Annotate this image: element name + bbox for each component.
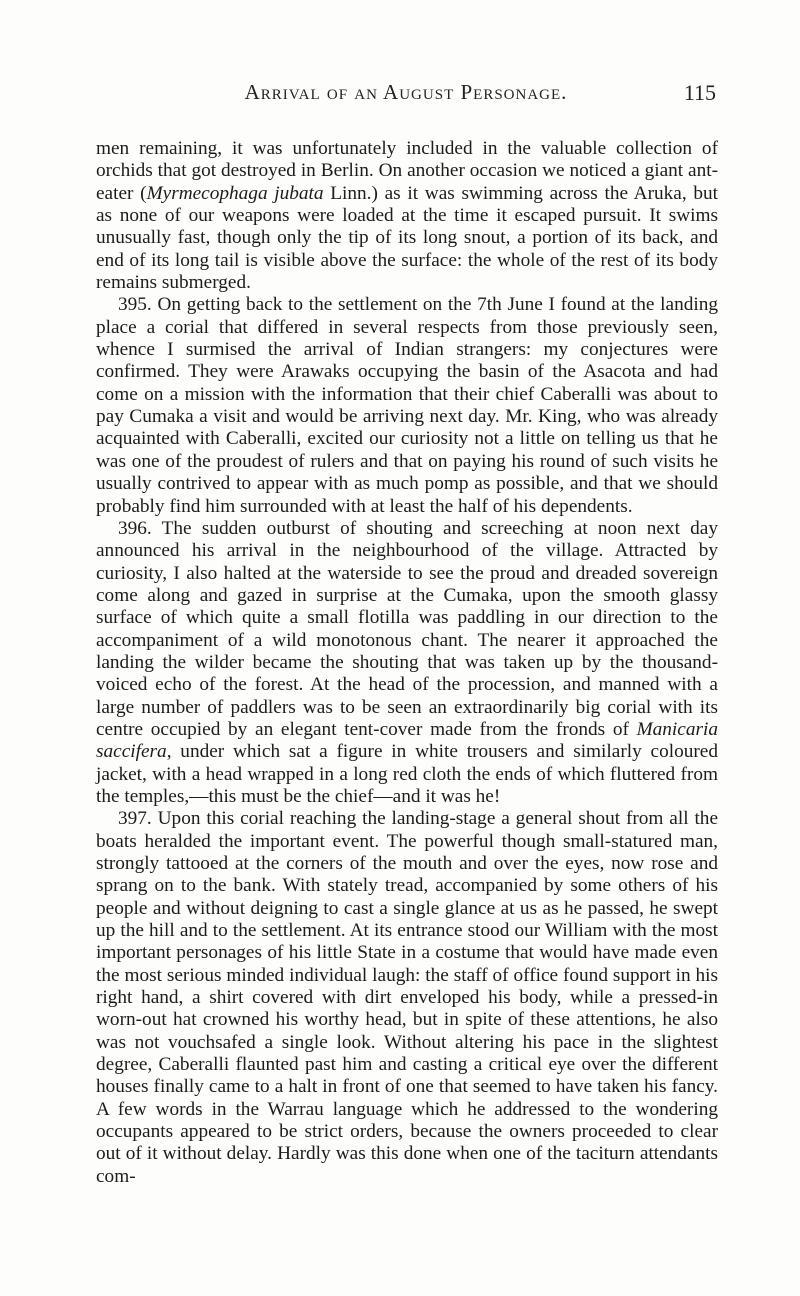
paragraph <box>96 518 718 808</box>
paragraph <box>96 294 718 517</box>
text-segment: men remaining, it was unfortunately included in the valuable collection of orchids that got destroyed in Berlin. On another occasion we noticed a giant ant-eater ( <box>96 138 718 204</box>
text-segment: On getting back to the settlement on the 7th June I found at the landing place a corial that differed in several respects from those previously seen, whence I surmised the arrival of Indian strangers: my conjectures were confirmed. They were Arawaks occupying the basin of the Asacota and had come on a mission with the information that their chief Caberalli was about to pay Cumaka a visit and would be arriving next day. Mr. King, who was already acquainted with Caberalli, excited our curiosity not a little on telling us that he was one of the proudest of rulers and that on paying his round of such visits he usually contrived to appear with as much pomp as possible, and that we should probably find him surrounded with at least the half of his dependents. <box>96 294 718 517</box>
paragraph-number: 395. <box>118 294 158 316</box>
paragraph-number: 396. <box>118 517 162 539</box>
italic-text: Myrmecophaga jubata <box>146 182 324 204</box>
text-segment: Linn.) as it was swimming across the Aruka, but as none of our weapons were loaded at the time it escaped pursuit. It swims unusually fast, though only the tip of its long snout, a portion of its back, and end of its long tail is visible above the surface: the whole of the rest of its body remains submerged. <box>96 182 718 294</box>
page-number: 115 <box>683 80 716 105</box>
paragraph <box>96 808 718 1188</box>
paragraph <box>96 138 718 294</box>
paragraph-number: 397. <box>118 808 158 830</box>
running-head <box>96 80 716 110</box>
body-text <box>96 138 718 1188</box>
italic-text: Manicaria saccifera <box>96 718 718 763</box>
running-title: Arrival of an August Personage. <box>244 80 568 104</box>
text-segment: Upon this corial reaching the landing-stage a general shout from all the boats heralded the important event. The powerful though small-statured man, strongly tattooed at the corners of the mouth and over the eyes, now rose and sprang on to the bank. With stately tread, accompanied by some others of his people and without deigning to cast a single glance at us as he passed, he swept up the hill and to the settlement. At its entrance stood our William with the most important personages of his little State in a costume that would have made even the most serious minded individual laugh: the staff of office found support in his right hand, a shirt covered with dirt enveloped his body, while a pressed-in worn-out hat crowned his worthy head, but in spite of these attentions, he also was not vouchsafed a single look. Without altering his pace in the slightest degree, Caberalli flaunted past him and casting a critical eye over the different houses finally came to a halt in front of one that seemed to have taken his fancy. A few words in the Warrau language which he addressed to the wondering occupants appeared to be strict orders, because the owners proceeded to clear out of it without delay. Hardly was this done when one of the taciturn attendants com- <box>96 808 718 1187</box>
text-segment: , under which sat a figure in white trousers and similarly coloured jacket, with a head wrapped in a long red cloth the ends of which fluttered from the temples,—this must be the chief—and it was he! <box>96 741 718 807</box>
text-segment: The sudden outburst of shouting and screeching at noon next day announced his arrival in the neighbourhood of the village. Attracted by curiosity, I also halted at the waterside to see the proud and dreaded sovereign come along and gazed in surprise at the Cumaka, upon the smooth glassy surface of which quite a small flotilla was paddling in our direction to the accompaniment of a wild monotonous chant. The nearer it approached the landing the wilder became the shouting that was taken up by the thousand-voiced echo of the forest. At the head of the procession, and manned with a large number of paddlers was to be seen an extraordinarily big corial with its centre occupied by an elegant tent-cover made from the fronds of <box>96 517 718 740</box>
